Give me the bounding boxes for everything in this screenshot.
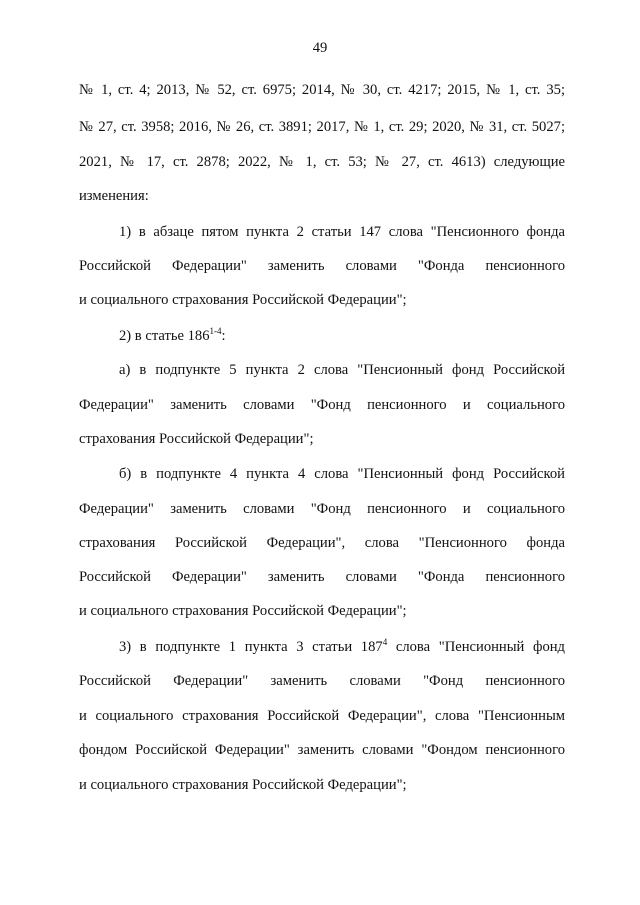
text-line: фондом Российской Федерации" заменить словами "Фондом пенсионного (79, 742, 565, 758)
text-line: № 27, ст. 3958; 2016, № 26, ст. 3891; 2017, № 1, ст. 29; 2020, № 31, ст. 5027; (79, 119, 565, 135)
text-line: изменения: (79, 188, 149, 204)
text-line-article-187 (119, 637, 565, 657)
text-line: б) в подпункте 4 пункта 4 слова "Пенсионный фонд Российской (119, 466, 565, 482)
text-line: страхования Российской Федерации"; (79, 431, 314, 447)
text-line: № 1, ст. 4; 2013, № 52, ст. 6975; 2014, № 30, ст. 4217; 2015, № 1, ст. 35; (79, 82, 565, 98)
text-line: Федерации" заменить словами "Фонд пенсионного и социального (79, 501, 565, 517)
text-line: Федерации" заменить словами "Фонд пенсионного и социального (79, 397, 565, 413)
superscript: 1-4 (209, 326, 222, 336)
text-line: Российской Федерации" заменить словами "Фонда пенсионного (79, 258, 565, 274)
text-line: и социального страхования Российской Федерации"; (79, 777, 407, 793)
text-line: и социального страхования Российской Федерации"; (79, 603, 407, 619)
page-number: 49 (312, 40, 328, 56)
text-line: 1) в абзаце пятом пункта 2 статьи 147 слова "Пенсионного фонда (119, 224, 565, 240)
superscript: 4 (382, 637, 388, 647)
text-line: 2021, № 17, ст. 2878; 2022, № 1, ст. 53; № 27, ст. 4613) следующие (79, 154, 565, 170)
text-fragment: слова "Пенсионный фонд (395, 639, 565, 655)
text-line-article-186 (119, 326, 565, 346)
text-line: и социального страхования Российской Федерации"; (79, 292, 407, 308)
text-line: а) в подпункте 5 пункта 2 слова "Пенсионный фонд Российской (119, 362, 565, 378)
text-fragment: 2) в статье 186 (119, 328, 210, 344)
text-line: страхования Российской Федерации", слова "Пенсионного фонда (79, 535, 565, 551)
text-line: Российской Федерации" заменить словами "Фонд пенсионного (79, 673, 565, 689)
text-line: Российской Федерации" заменить словами "Фонда пенсионного (79, 569, 565, 585)
text-fragment: 3) в подпункте 1 пункта 3 статьи 187 (119, 639, 383, 655)
colon: : (221, 328, 226, 344)
text-line: и социального страхования Российской Федерации", слова "Пенсионным (79, 708, 565, 724)
